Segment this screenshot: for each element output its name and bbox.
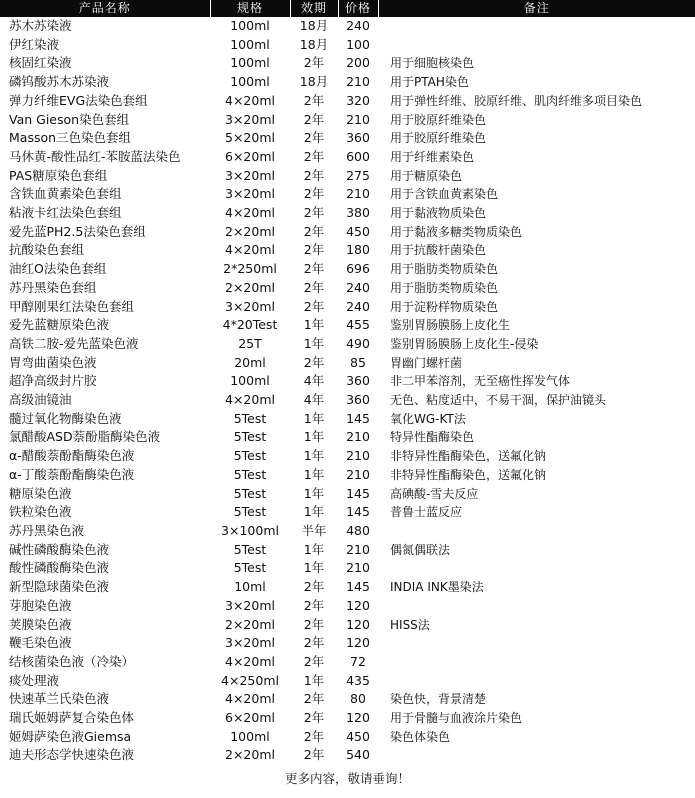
cell-price: 210 — [346, 448, 370, 464]
table-row — [0, 485, 695, 504]
cell-product-name: α-丁酸萘酚酯酶染色液 — [9, 466, 135, 482]
cell-period: 1年 — [303, 466, 325, 482]
cell-product-name: 胃弯曲菌染色液 — [9, 354, 97, 370]
cell-spec: 25T — [238, 335, 262, 351]
cell-note: 用于抗酸杆菌染色 — [390, 243, 487, 258]
cell-product-name: 结核菌染色液（冷染） — [9, 653, 135, 669]
cell-price: 72 — [350, 653, 366, 669]
cell-product-name: 碱性磷酸酶染色液 — [9, 541, 110, 557]
cell-note: 普鲁士蓝反应 — [390, 505, 463, 520]
cell-product-name: 伊红染液 — [9, 36, 60, 52]
cell-note: 氧化WG-KT法 — [390, 411, 466, 426]
cell-price: 435 — [346, 672, 370, 688]
table-row — [0, 447, 695, 466]
cell-product-name: 瑞氏姬姆萨复合染色体 — [9, 710, 135, 726]
cell-price: 120 — [346, 710, 370, 726]
cell-price: 145 — [346, 410, 370, 426]
table-header — [0, 0, 695, 17]
table-row — [0, 672, 695, 691]
table-row — [0, 129, 695, 148]
cell-spec: 5Test — [233, 560, 267, 576]
cell-price: 480 — [346, 522, 370, 538]
cell-product-name: 快速革兰氏染色液 — [9, 691, 110, 707]
footer-note: 更多内容，敬请垂询！ — [284, 771, 410, 786]
cell-spec: 5×20ml — [225, 130, 275, 146]
cell-note: 染色快，背景清楚 — [390, 692, 487, 707]
cell-price: 120 — [346, 597, 370, 613]
cell-product-name: 爱先蓝糖原染色液 — [9, 317, 110, 333]
cell-product-name: Masson三色染色套组 — [9, 130, 132, 146]
table-row — [0, 391, 695, 410]
header-price: 价格 — [338, 0, 378, 17]
cell-period: 2年 — [303, 205, 325, 221]
cell-product-name: 氯醋酸ASD萘酚脂酶染色液 — [9, 429, 161, 445]
table-row — [0, 54, 695, 73]
cell-note — [378, 672, 695, 691]
table-row — [0, 597, 695, 616]
cell-product-name: 苏木苏染液 — [9, 18, 72, 33]
cell-product-name: 苏丹黑染色液 — [9, 522, 85, 538]
cell-note: 高碘酸-雪夫反应 — [390, 486, 479, 501]
cell-price: 210 — [346, 186, 370, 202]
cell-spec: 3×20ml — [225, 635, 275, 651]
table-row — [0, 17, 695, 36]
cell-note: 非特异性酯酶染色，送氟化钠 — [390, 467, 547, 482]
cell-price: 600 — [346, 148, 370, 164]
cell-period: 1年 — [303, 317, 325, 333]
cell-price: 120 — [346, 635, 370, 651]
cell-period: 2年 — [303, 597, 325, 613]
cell-spec: 4×20ml — [225, 653, 275, 669]
table-row — [0, 167, 695, 186]
cell-period: 2年 — [303, 747, 325, 763]
cell-price: 696 — [346, 261, 370, 277]
cell-spec: 100ml — [230, 728, 270, 744]
table-row — [0, 578, 695, 597]
cell-spec: 4×20ml — [225, 392, 275, 408]
cell-price: 360 — [346, 392, 370, 408]
cell-note — [378, 597, 695, 616]
table-row — [0, 279, 695, 298]
cell-note: 特异性酯酶染色 — [390, 430, 475, 445]
table-row — [0, 522, 695, 541]
cell-period: 2年 — [303, 279, 325, 295]
cell-note: 用于脂肪类物质染色 — [390, 262, 499, 277]
cell-product-name: 芽胞染色液 — [9, 597, 72, 613]
cell-product-name: 含铁血黄素染色套组 — [9, 186, 122, 202]
cell-product-name: 油红O法染色套组 — [9, 261, 107, 277]
cell-price: 80 — [350, 691, 366, 707]
cell-product-name: 高铁二胺-爱先蓝染色液 — [9, 335, 139, 351]
cell-period: 18月 — [299, 74, 329, 90]
cell-spec: 2×20ml — [225, 616, 275, 632]
table-row — [0, 541, 695, 560]
cell-spec: 3×20ml — [225, 298, 275, 314]
cell-product-name: Van Gieson染色套组 — [9, 111, 130, 127]
table-row — [0, 316, 695, 335]
cell-period: 1年 — [303, 335, 325, 351]
cell-note — [378, 522, 695, 541]
cell-period: 2年 — [303, 186, 325, 202]
cell-note: 用于胶原纤维染色 — [390, 131, 487, 146]
cell-spec: 4×20ml — [225, 691, 275, 707]
cell-note: 胃幽门螺杆菌 — [390, 355, 463, 370]
cell-note: 用于细胞核染色 — [390, 56, 475, 71]
cell-price: 455 — [346, 317, 370, 333]
table-row — [0, 92, 695, 111]
cell-price: 210 — [346, 74, 370, 90]
cell-product-name: 姬姆萨染色液Giemsa — [9, 728, 132, 744]
cell-spec: 4×20ml — [225, 205, 275, 221]
cell-spec: 3×20ml — [225, 186, 275, 202]
cell-period: 2年 — [303, 92, 325, 108]
cell-note: 用于含铁血黄素染色 — [390, 187, 499, 202]
cell-price: 145 — [346, 579, 370, 595]
cell-price: 275 — [346, 167, 370, 183]
header-period: 效期 — [290, 0, 338, 17]
cell-price: 540 — [346, 747, 370, 763]
cell-spec: 4×20ml — [225, 242, 275, 258]
cell-price: 200 — [346, 55, 370, 71]
cell-product-name: 髓过氧化物酶染色液 — [9, 410, 122, 426]
table-row — [0, 690, 695, 709]
cell-note: 用于脂肪类物质染色 — [390, 280, 499, 295]
cell-product-name: 鞭毛染色液 — [9, 635, 72, 651]
cell-spec: 100ml — [230, 18, 270, 33]
cell-price: 240 — [346, 298, 370, 314]
cell-price: 210 — [346, 111, 370, 127]
cell-spec: 5Test — [233, 429, 267, 445]
cell-spec: 4×250ml — [221, 672, 279, 688]
table-row — [0, 36, 695, 55]
cell-product-name: 磷钨酸苏木苏染液 — [9, 74, 110, 90]
header-spec: 规格 — [210, 0, 290, 17]
cell-period: 2年 — [303, 111, 325, 127]
cell-period: 1年 — [303, 448, 325, 464]
cell-price: 380 — [346, 205, 370, 221]
cell-note: 用于骨髓与血液涂片染色 — [390, 711, 523, 726]
cell-spec: 3×100ml — [221, 522, 279, 538]
table-row — [0, 709, 695, 728]
cell-period: 2年 — [303, 55, 325, 71]
cell-note: 用于糖原染色 — [390, 168, 463, 183]
cell-note: 用于PTAH染色 — [390, 75, 469, 90]
cell-period: 半年 — [301, 522, 327, 538]
cell-note: 用于弹性纤维、胶原纤维、肌肉纤维多项目染色 — [390, 93, 643, 108]
cell-product-name: 弹力纤维EVG法染色套组 — [9, 92, 148, 108]
cell-price: 120 — [346, 616, 370, 632]
table-row — [0, 111, 695, 130]
cell-period: 1年 — [303, 429, 325, 445]
cell-period: 2年 — [303, 242, 325, 258]
cell-product-name: α-醋酸萘酚酯酶染色液 — [9, 448, 135, 464]
cell-product-name: 苏丹黑染色套组 — [9, 279, 97, 295]
cell-period: 2年 — [303, 710, 325, 726]
cell-price: 240 — [346, 279, 370, 295]
cell-period: 1年 — [303, 672, 325, 688]
table-row — [0, 204, 695, 223]
cell-note: INDIA INK墨染法 — [390, 580, 484, 595]
cell-period: 2年 — [303, 354, 325, 370]
header-note: 备注 — [378, 0, 695, 17]
cell-note — [378, 634, 695, 653]
cell-period: 4年 — [303, 373, 325, 389]
cell-period: 18月 — [299, 18, 329, 33]
cell-note: 染色体染色 — [390, 729, 451, 744]
cell-period: 1年 — [303, 485, 325, 501]
cell-period: 2年 — [303, 298, 325, 314]
table-row — [0, 148, 695, 167]
cell-note: 非特异性酯酶染色，送氟化钠 — [390, 449, 547, 464]
cell-note: 鉴别胃肠膜肠上皮化生 — [390, 318, 511, 333]
cell-price: 450 — [346, 223, 370, 239]
cell-price: 360 — [346, 130, 370, 146]
cell-product-name: 痰处理液 — [9, 672, 60, 688]
cell-note: HISS法 — [390, 617, 430, 632]
cell-spec: 2×20ml — [225, 279, 275, 295]
cell-period: 1年 — [303, 541, 325, 557]
cell-price: 210 — [346, 541, 370, 557]
cell-period: 2年 — [303, 167, 325, 183]
cell-spec: 3×20ml — [225, 167, 275, 183]
table-row — [0, 223, 695, 242]
cell-note: 无色、粘度适中，不易干涸，保护油镜头 — [390, 393, 607, 408]
table-row — [0, 559, 695, 578]
table-body — [0, 17, 695, 765]
cell-spec: 3×20ml — [225, 597, 275, 613]
table-row — [0, 728, 695, 747]
cell-spec: 100ml — [230, 74, 270, 90]
cell-spec: 5Test — [233, 541, 267, 557]
cell-period: 2年 — [303, 579, 325, 595]
cell-price: 145 — [346, 485, 370, 501]
cell-period: 2年 — [303, 635, 325, 651]
cell-period: 18月 — [299, 36, 329, 52]
cell-spec: 5Test — [233, 504, 267, 520]
cell-spec: 4×20ml — [225, 92, 275, 108]
table-row — [0, 503, 695, 522]
cell-spec: 5Test — [233, 485, 267, 501]
cell-product-name: PAS糖原染色套组 — [9, 167, 108, 183]
cell-price: 100 — [346, 36, 370, 52]
cell-note: 用于黏液物质染色 — [390, 206, 487, 221]
cell-product-name: 爱先蓝PH2.5法染色套组 — [9, 223, 146, 239]
cell-note: 用于纤维素染色 — [390, 149, 475, 164]
cell-note — [378, 17, 695, 36]
cell-spec: 6×20ml — [225, 148, 275, 164]
cell-product-name: 荚膜染色液 — [9, 616, 72, 632]
cell-price: 210 — [346, 560, 370, 576]
table-row — [0, 73, 695, 92]
cell-product-name: 糖原染色液 — [9, 485, 72, 501]
cell-price: 360 — [346, 373, 370, 389]
cell-product-name: 新型隐球菌染色液 — [9, 579, 110, 595]
cell-period: 1年 — [303, 560, 325, 576]
cell-spec: 100ml — [230, 373, 270, 389]
cell-note: 偶氮偶联法 — [390, 542, 451, 557]
cell-spec: 5Test — [233, 448, 267, 464]
cell-period: 2年 — [303, 130, 325, 146]
cell-price: 490 — [346, 335, 370, 351]
cell-price: 450 — [346, 728, 370, 744]
cell-period: 2年 — [303, 261, 325, 277]
cell-product-name: 核固红染液 — [9, 55, 72, 71]
cell-note — [378, 559, 695, 578]
cell-price: 320 — [346, 92, 370, 108]
table-row — [0, 298, 695, 317]
cell-period: 2年 — [303, 691, 325, 707]
cell-spec: 6×20ml — [225, 710, 275, 726]
cell-product-name: 铁粒染色液 — [9, 504, 72, 520]
table-row — [0, 335, 695, 354]
cell-note: 非二甲苯溶剂，无至癌性挥发气体 — [390, 374, 571, 389]
cell-spec: 5Test — [233, 466, 267, 482]
table-row — [0, 634, 695, 653]
cell-spec: 10ml — [234, 579, 266, 595]
cell-note — [378, 746, 695, 765]
table-row — [0, 466, 695, 485]
table-row — [0, 241, 695, 260]
header-row — [0, 0, 695, 17]
cell-spec: 2*250ml — [223, 261, 277, 277]
cell-price: 210 — [346, 429, 370, 445]
cell-price: 180 — [346, 242, 370, 258]
cell-period: 2年 — [303, 148, 325, 164]
cell-spec: 3×20ml — [225, 111, 275, 127]
cell-period: 2年 — [303, 223, 325, 239]
cell-period: 2年 — [303, 728, 325, 744]
cell-price: 85 — [350, 354, 366, 370]
cell-note: 用于淀粉样物质染色 — [390, 299, 499, 314]
cell-note — [378, 653, 695, 672]
cell-product-name: 甲醇刚果红法染色套组 — [9, 298, 135, 314]
cell-product-name: 粘液卡红法染色套组 — [9, 205, 122, 221]
cell-price: 210 — [346, 466, 370, 482]
table-row — [0, 653, 695, 672]
cell-period: 2年 — [303, 653, 325, 669]
cell-period: 2年 — [303, 616, 325, 632]
table-row — [0, 260, 695, 279]
cell-note: 鉴别胃肠膜肠上皮化生-侵染 — [390, 336, 539, 351]
cell-spec: 100ml — [230, 36, 270, 52]
table-row — [0, 372, 695, 391]
cell-spec: 4*20Test — [222, 317, 278, 333]
cell-product-name: 迪夫形态学快速染色液 — [9, 747, 135, 763]
cell-spec: 20ml — [234, 354, 266, 370]
cell-note: 用于胶原纤维染色 — [390, 112, 487, 127]
table-row — [0, 354, 695, 373]
cell-period: 1年 — [303, 504, 325, 520]
cell-spec: 2×20ml — [225, 747, 275, 763]
cell-product-name: 抗酸染色套组 — [9, 242, 85, 258]
table-row — [0, 616, 695, 635]
table-row — [0, 428, 695, 447]
cell-product-name: 马休黄-酸性品红-苯胺蓝法染色 — [9, 148, 181, 164]
cell-spec: 100ml — [230, 55, 270, 71]
table-row — [0, 410, 695, 429]
cell-period: 4年 — [303, 392, 325, 408]
cell-note: 用于黏液多糖类物质染色 — [390, 224, 523, 239]
cell-product-name: 超净高级封片胶 — [9, 373, 97, 389]
cell-price: 145 — [346, 504, 370, 520]
table-row — [0, 185, 695, 204]
cell-price: 240 — [346, 18, 370, 33]
header-product-name: 产品名称 — [78, 1, 131, 15]
cell-note — [378, 36, 695, 55]
cell-period: 1年 — [303, 410, 325, 426]
cell-spec: 5Test — [233, 410, 267, 426]
cell-spec: 2×20ml — [225, 223, 275, 239]
table-row — [0, 746, 695, 765]
cell-product-name: 酸性磷酸酶染色液 — [9, 560, 110, 576]
cell-product-name: 高级油镜油 — [9, 392, 72, 408]
